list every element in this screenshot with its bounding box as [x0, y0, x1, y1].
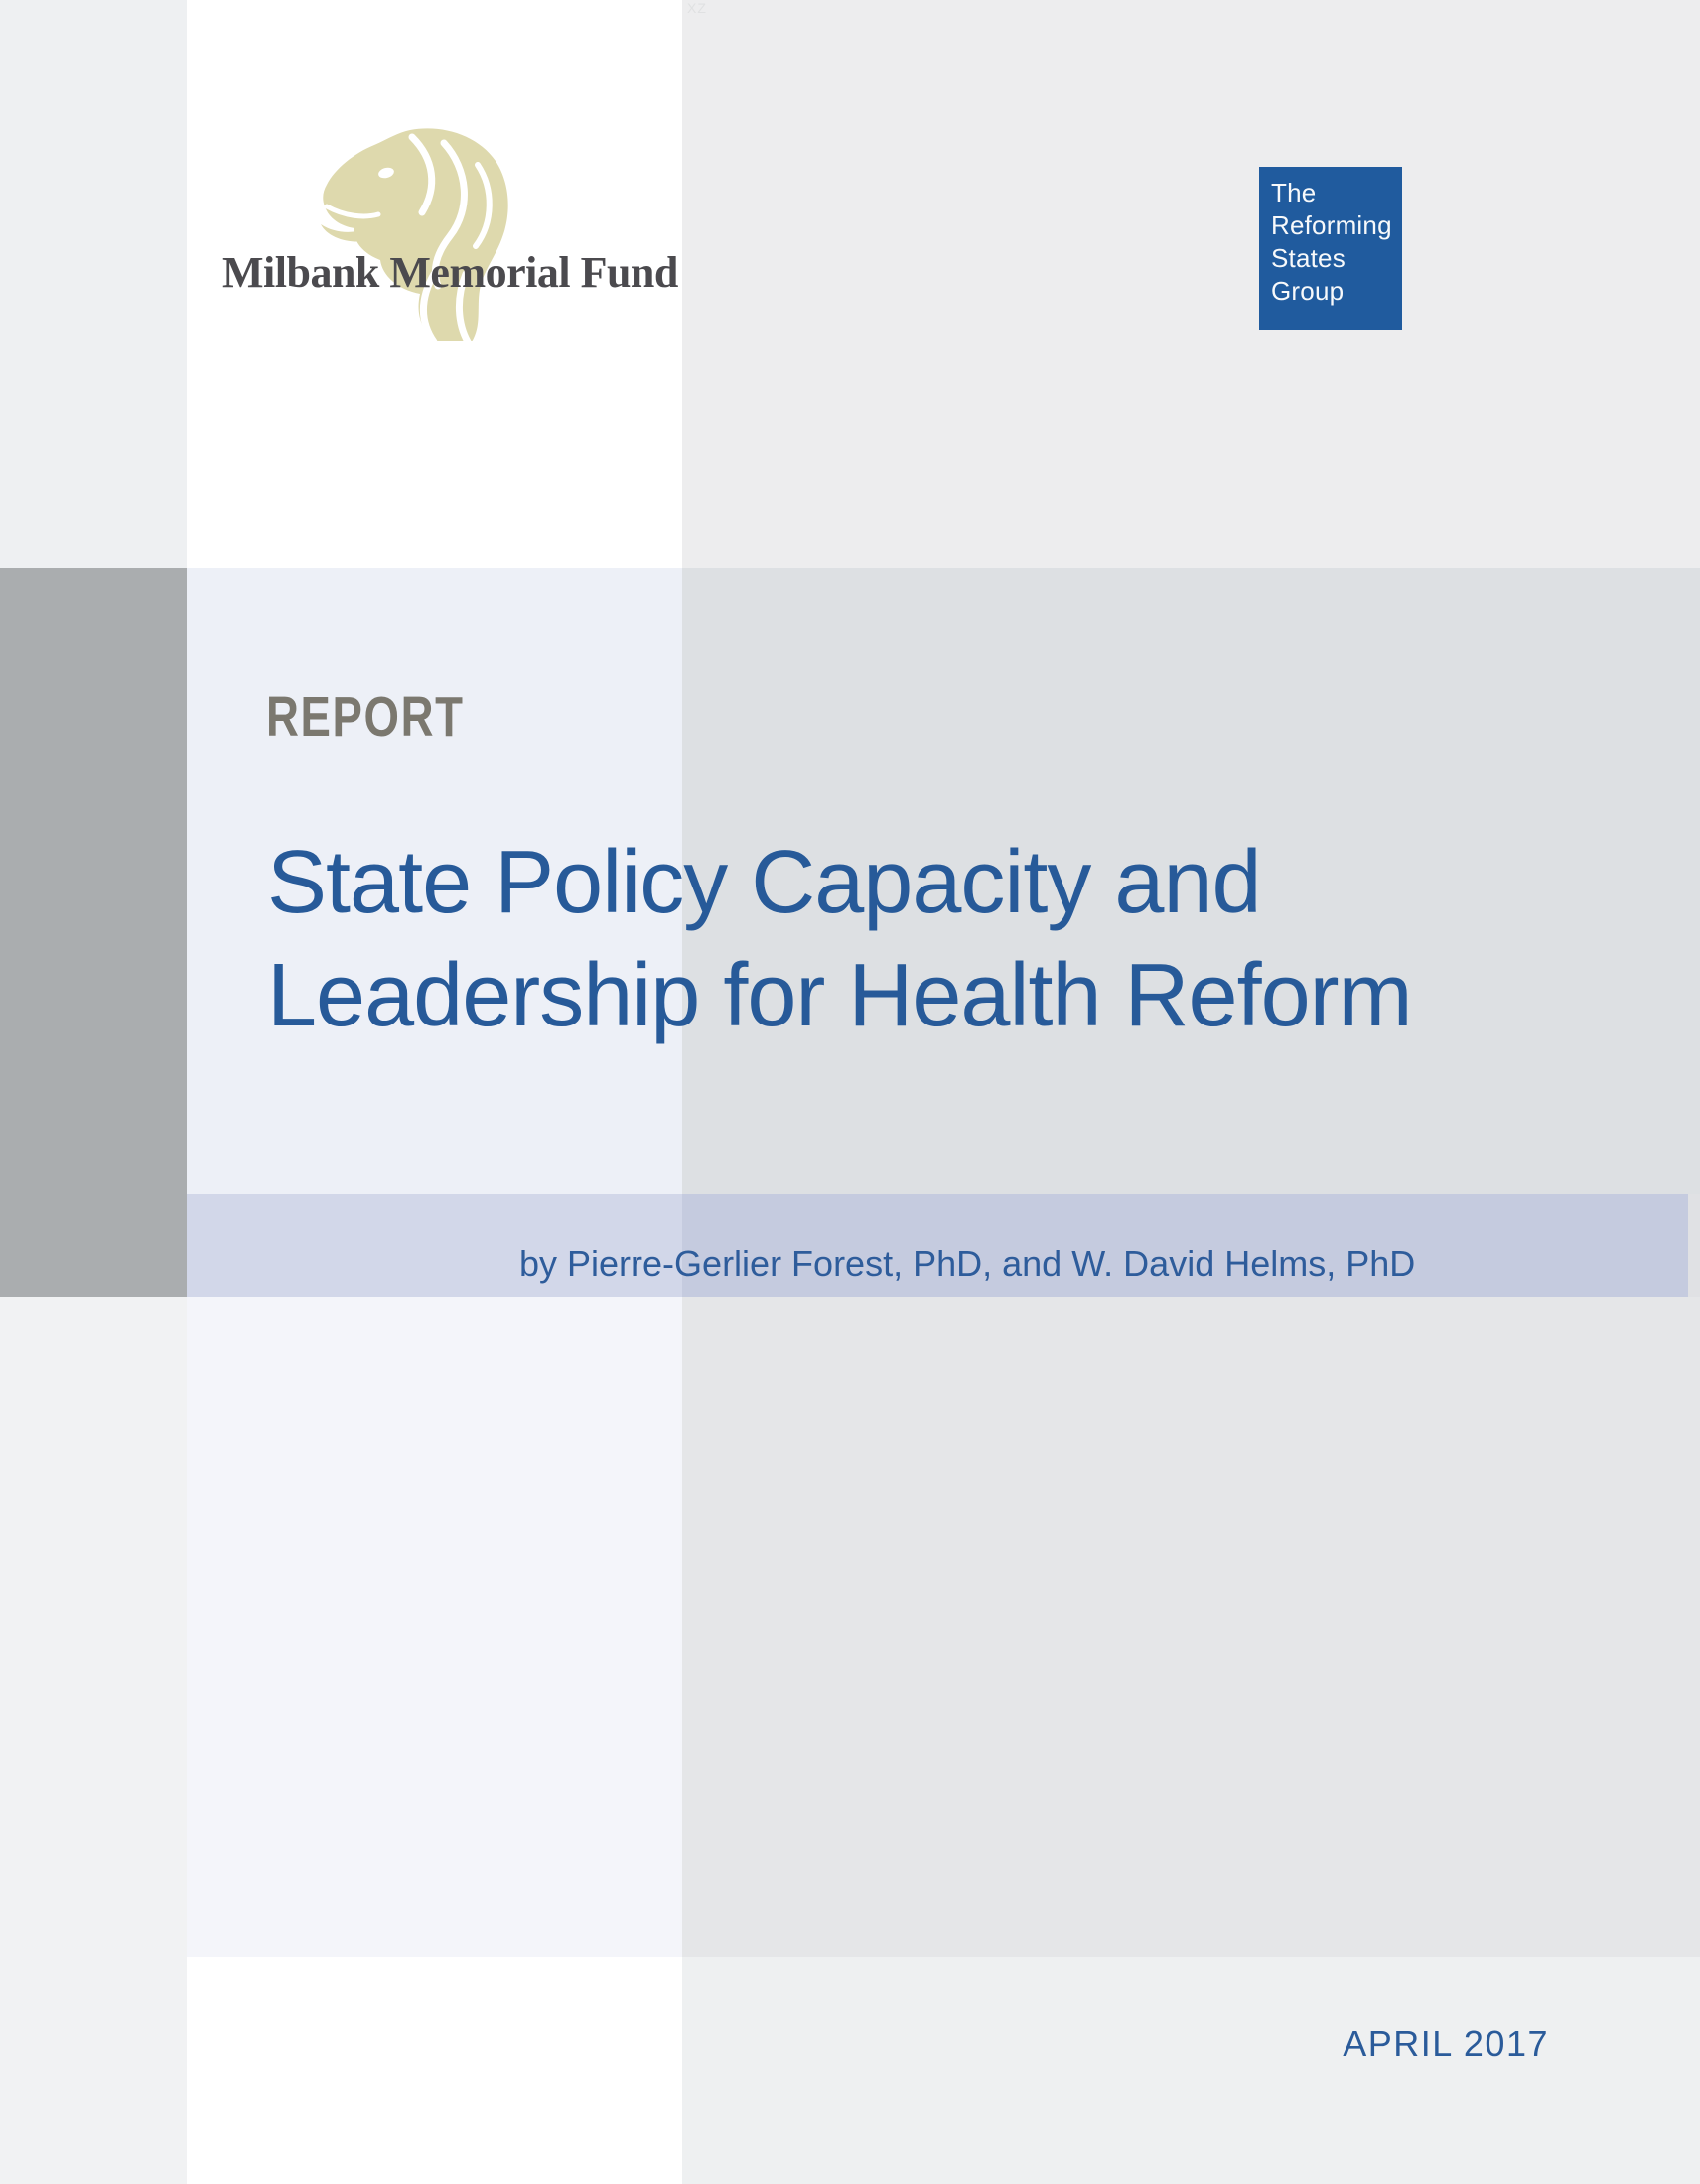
watermark-text: XZ	[687, 0, 707, 16]
page-title-line-2: Leadership for Health Reform	[267, 946, 1412, 1045]
milbank-logo	[316, 125, 516, 348]
report-kicker: REPORT	[266, 685, 465, 749]
milbank-logo-text: Milbank Memorial Fund	[222, 248, 678, 297]
byline-text: by Pierre-Gerlier Forest, PhD, and W. David Helms, PhD	[519, 1243, 1416, 1284]
badge-line-1: The	[1271, 178, 1317, 207]
badge-line-3: States	[1271, 243, 1346, 273]
page-title-line-1: State Policy Capacity and	[267, 833, 1261, 932]
page-title	[267, 826, 1412, 1052]
lion-head-icon	[316, 125, 516, 343]
bg-middle-column-lower	[187, 1297, 682, 1957]
reforming-states-group-badge	[1259, 167, 1402, 330]
publication-date: APRIL 2017	[1343, 2023, 1549, 2064]
badge-line-2: Reforming	[1271, 210, 1392, 240]
badge-line-4: Group	[1271, 276, 1345, 306]
bg-right-area-top	[682, 0, 1700, 568]
bg-left-gray-bar	[0, 568, 187, 1297]
bg-middle-column-bottom	[187, 1957, 682, 2184]
bg-byline-band-margin	[1688, 1194, 1700, 1297]
bg-right-area-bottom	[682, 1957, 1700, 2184]
bg-right-area-lower	[682, 1297, 1700, 1957]
bg-left-strip-bottom	[0, 1297, 187, 2184]
bg-left-strip-top	[0, 0, 187, 568]
